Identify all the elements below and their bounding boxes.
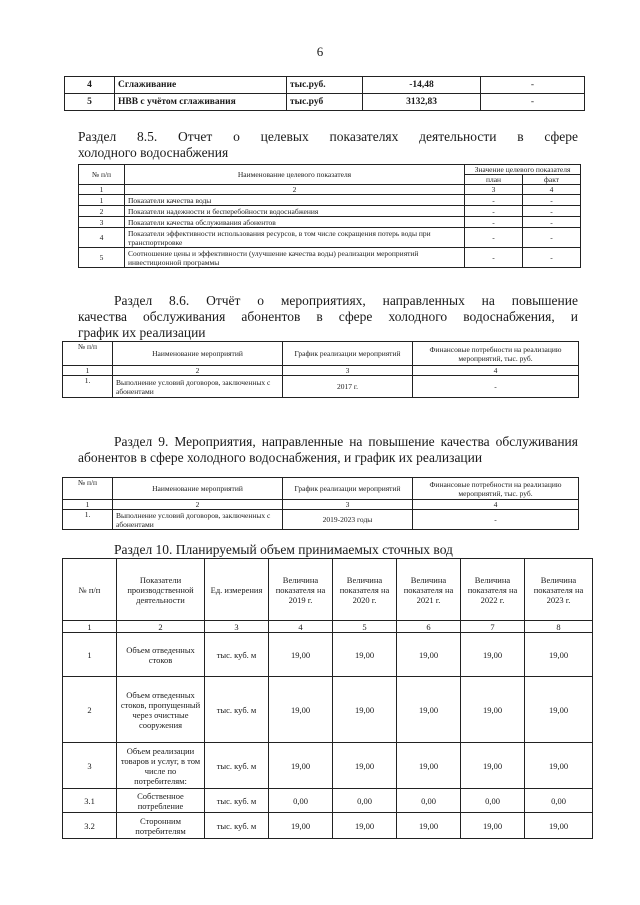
- section-9-heading-cont: абонентов в сфере холодного водоснабжения, и график их реализации: [78, 450, 483, 465]
- index-row: 1 2 3 4: [79, 185, 581, 195]
- table-row: 3.1 Собственное потребление тыс. куб. м 0,00 0,00 0,00 0,00 0,00: [63, 789, 593, 813]
- table-row: 2 Показатели надежности и бесперебойности водоснабжения - -: [79, 206, 581, 217]
- col-header-2022: Величина показателя на 2022 г.: [461, 559, 525, 621]
- col-header-num: № п/п: [63, 478, 113, 500]
- col-header-name: Показатели производственной деятельности: [117, 559, 205, 621]
- col-header-2020: Величина показателя на 2020 г.: [333, 559, 397, 621]
- table-row: 5 Соотношение цены и эффективности (улучшение качества воды) реализации мероприятий инвестиционной программы - -: [79, 248, 581, 268]
- table-row: 5 НВВ с учётом сглаживания тыс.руб 3132,83 -: [65, 94, 585, 111]
- col-header-schedule: График реализации мероприятий: [283, 342, 413, 366]
- col-header-2021: Величина показателя на 2021 г.: [397, 559, 461, 621]
- section-8-6-table: [62, 341, 579, 398]
- col-header-2023: Величина показателя на 2023 г.: [525, 559, 593, 621]
- col-header-value-group: Значение целевого показателя: [465, 165, 581, 175]
- col-header-finance: Финансовые потребности на реализацию мероприятий, тыс. руб.: [413, 478, 579, 500]
- section-8-5-heading-cont: холодного водоснабжения: [78, 145, 229, 160]
- col-header-name: Наименование мероприятий: [113, 342, 283, 366]
- table-row: 4 Показатели эффективности использования ресурсов, в том числе сокращения потерь воды при транспортировке - -: [79, 228, 581, 248]
- table-row: 1. Выполнение условий договоров, заключенных с абонентами 2017 г. -: [63, 376, 579, 398]
- col-header-plan: план: [465, 175, 523, 185]
- section-10-table: [62, 558, 593, 839]
- col-header-2019: Величина показателя на 2019 г.: [269, 559, 333, 621]
- index-row: 1 2 3 4: [63, 366, 579, 376]
- table-row: 1 Объем отведенных стоков тыс. куб. м 19,00 19,00 19,00 19,00 19,00: [63, 633, 593, 677]
- table-row: 3 Показатели качества обслуживания абонентов - -: [79, 217, 581, 228]
- col-header-name: Наименование целевого показателя: [125, 165, 465, 185]
- page-number: 6: [316, 44, 324, 59]
- top-continuation-table: [64, 76, 585, 111]
- table-row: 1. Выполнение условий договоров, заключенных с абонентами 2019-2023 годы -: [63, 510, 579, 530]
- section-10-heading: Раздел 10. Планируемый объем принимаемых сточных вод: [114, 542, 453, 557]
- col-header-unit: Ед. измерения: [205, 559, 269, 621]
- col-header-num: № п/п: [63, 559, 117, 621]
- table-row: 1 Показатели качества воды - -: [79, 195, 581, 206]
- table-row: 2 Объем отведенных стоков, пропущенный через очистные сооружения тыс. куб. м 19,00 19,00 19,00 19,00 19,00: [63, 677, 593, 743]
- col-header-schedule: График реализации мероприятий: [283, 478, 413, 500]
- section-8-5-table: [78, 164, 581, 268]
- col-header-fact: факт: [523, 175, 581, 185]
- section-8-6-heading-cont: качества обслуживания абонентов в сфере холодного водоснабжения, и: [78, 309, 578, 324]
- section-8-6-heading: Раздел 8.6. Отчёт о мероприятиях, направленных на повышение: [114, 293, 578, 308]
- col-header-num: № п/п: [63, 342, 113, 366]
- index-row: 1 2 3 4: [63, 500, 579, 510]
- section-9-table: [62, 477, 579, 530]
- col-header-num: № п/п: [79, 165, 125, 185]
- col-header-name: Наименование мероприятий: [113, 478, 283, 500]
- col-header-finance: Финансовые потребности на реализацию мероприятий, тыс. руб.: [413, 342, 579, 366]
- table-row: 3 Объем реализации товаров и услуг, в том числе по потребителям: тыс. куб. м 19,00 19,00 19,00 19,00 19,00: [63, 743, 593, 789]
- index-row: 1 2 3 4 5 6 7 8: [63, 621, 593, 633]
- table-row: 4 Сглаживание тыс.руб. -14,48 -: [65, 77, 585, 94]
- section-8-6-heading-cont2: график их реализации: [78, 325, 206, 340]
- section-8-5-heading: Раздел 8.5. Отчет о целевых показателях деятельности в сфере: [78, 129, 578, 144]
- table-row: 3.2 Сторонним потребителям тыс. куб. м 19,00 19,00 19,00 19,00 19,00: [63, 813, 593, 839]
- section-9-heading: Раздел 9. Мероприятия, направленные на повышение качества обслуживания: [114, 434, 578, 449]
